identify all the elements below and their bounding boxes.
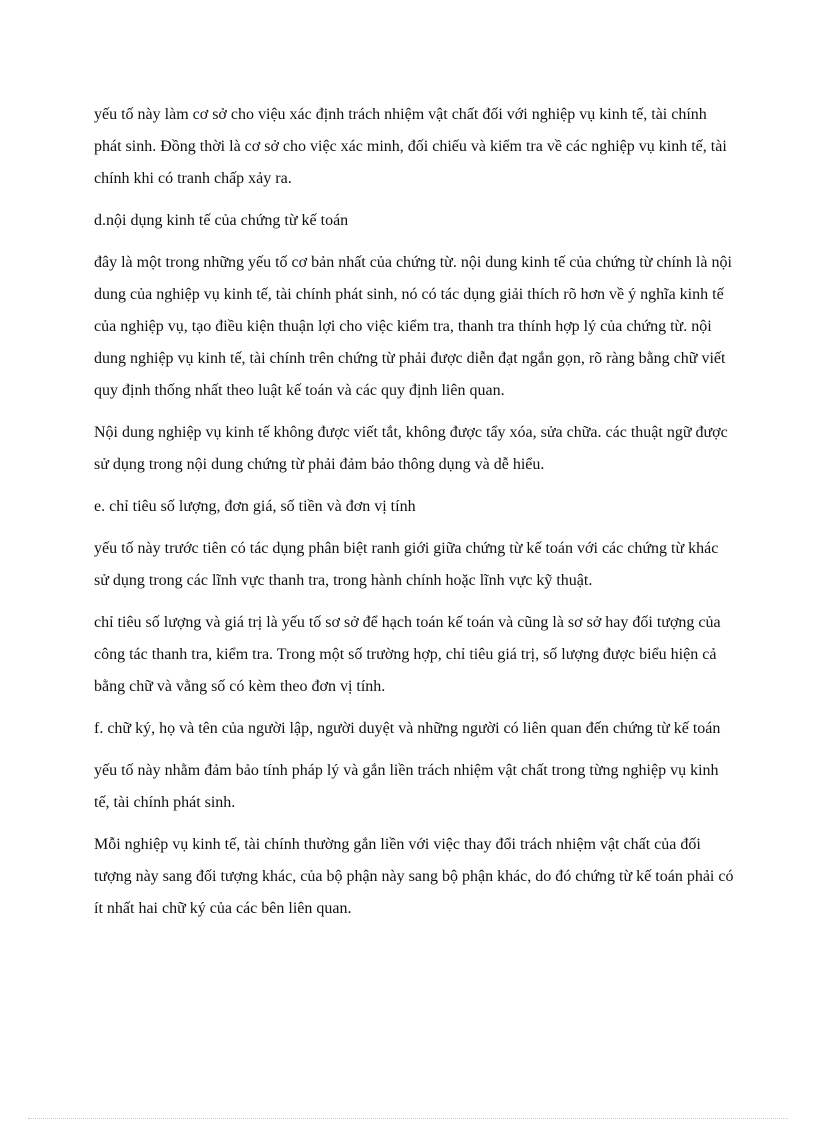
- paragraph-economic-content: đây là một trong những yếu tố cơ bản nhất của chứng từ. nội dung kinh tế của chứng từ chính là nội dung của nghiệp vụ kinh tế, tài chính phát sinh, nó có tác dụng giải thích rõ hơn về ý nghĩa kinh tế của nghiệp vụ, tạo điều kiện thuận lợi cho việc kiểm tra, thanh tra thính hợp lý của chứng từ. nội dung nghiệp vụ kinh tế, tài chính trên chứng từ phải được diễn đạt ngắn gọn, rõ ràng bằng chữ viết quy định thống nhất theo luật kế toán và các quy định liên quan.: [94, 254, 732, 399]
- paragraph-responsibility-basis: yếu tố này làm cơ sở cho việu xác định trách nhiệm vật chất đối với nghiệp vụ kinh tế, tài chính phát sinh. Đồng thời là cơ sở cho việc xác minh, đối chiếu và kiểm tra về các nghiệp vụ kinh tế, tài chính khi có tranh chấp xảy ra.: [94, 106, 727, 187]
- paragraph-no-abbreviation: Nội dung nghiệp vụ kinh tế không được viết tắt, không được tẩy xóa, sửa chữa. các thuật ngữ được sử dụng trong nội dung chứng từ phải đảm bảo thông dụng và dễ hiểu.: [94, 424, 728, 473]
- section-heading-d: d.nội dụng kinh tế của chứng từ kế toán: [94, 212, 349, 229]
- section-heading-e: e. chỉ tiêu số lượng, đơn giá, số tiền và đơn vị tính: [94, 498, 416, 515]
- section-heading-f: f. chữ ký, họ và tên của người lập, người duyệt và những người có liên quan đến chứng từ kế toán: [94, 720, 721, 737]
- page-bottom-rule: [28, 1118, 788, 1119]
- paragraph-distinguish-documents: yếu tố này trước tiên có tác dụng phân biệt ranh giới giữa chứng từ kế toán với các chứng từ khác sử dụng trong các lĩnh vực thanh tra, trong hành chính hoặc lĩnh vực kỹ thuật.: [94, 540, 719, 589]
- paragraph-signatures: Mỗi nghiệp vụ kinh tế, tài chính thường gắn liền với việc thay đổi trách nhiệm vật chất của đối tượng này sang đối tượng khác, của bộ phận này sang bộ phận khác, do đó chứng từ kế toán phải có ít nhất hai chữ ký của các bên liên quan.: [94, 836, 734, 917]
- paragraph-quantity-value: chỉ tiêu số lượng và giá trị là yếu tố sơ sở để hạch toán kế toán và cũng là sơ sở hay đối tượng của công tác thanh tra, kiểm tra. Trong một số trường hợp, chỉ tiêu giá trị, số lượng được biểu hiện cả bằng chữ và vằng số có kèm theo đơn vị tính.: [94, 614, 721, 695]
- document-body: [94, 99, 734, 935]
- paragraph-legal-validity: yếu tố này nhằm đảm bảo tính pháp lý và gắn liền trách nhiệm vật chất trong từng nghiệp vụ kinh tế, tài chính phát sinh.: [94, 762, 719, 811]
